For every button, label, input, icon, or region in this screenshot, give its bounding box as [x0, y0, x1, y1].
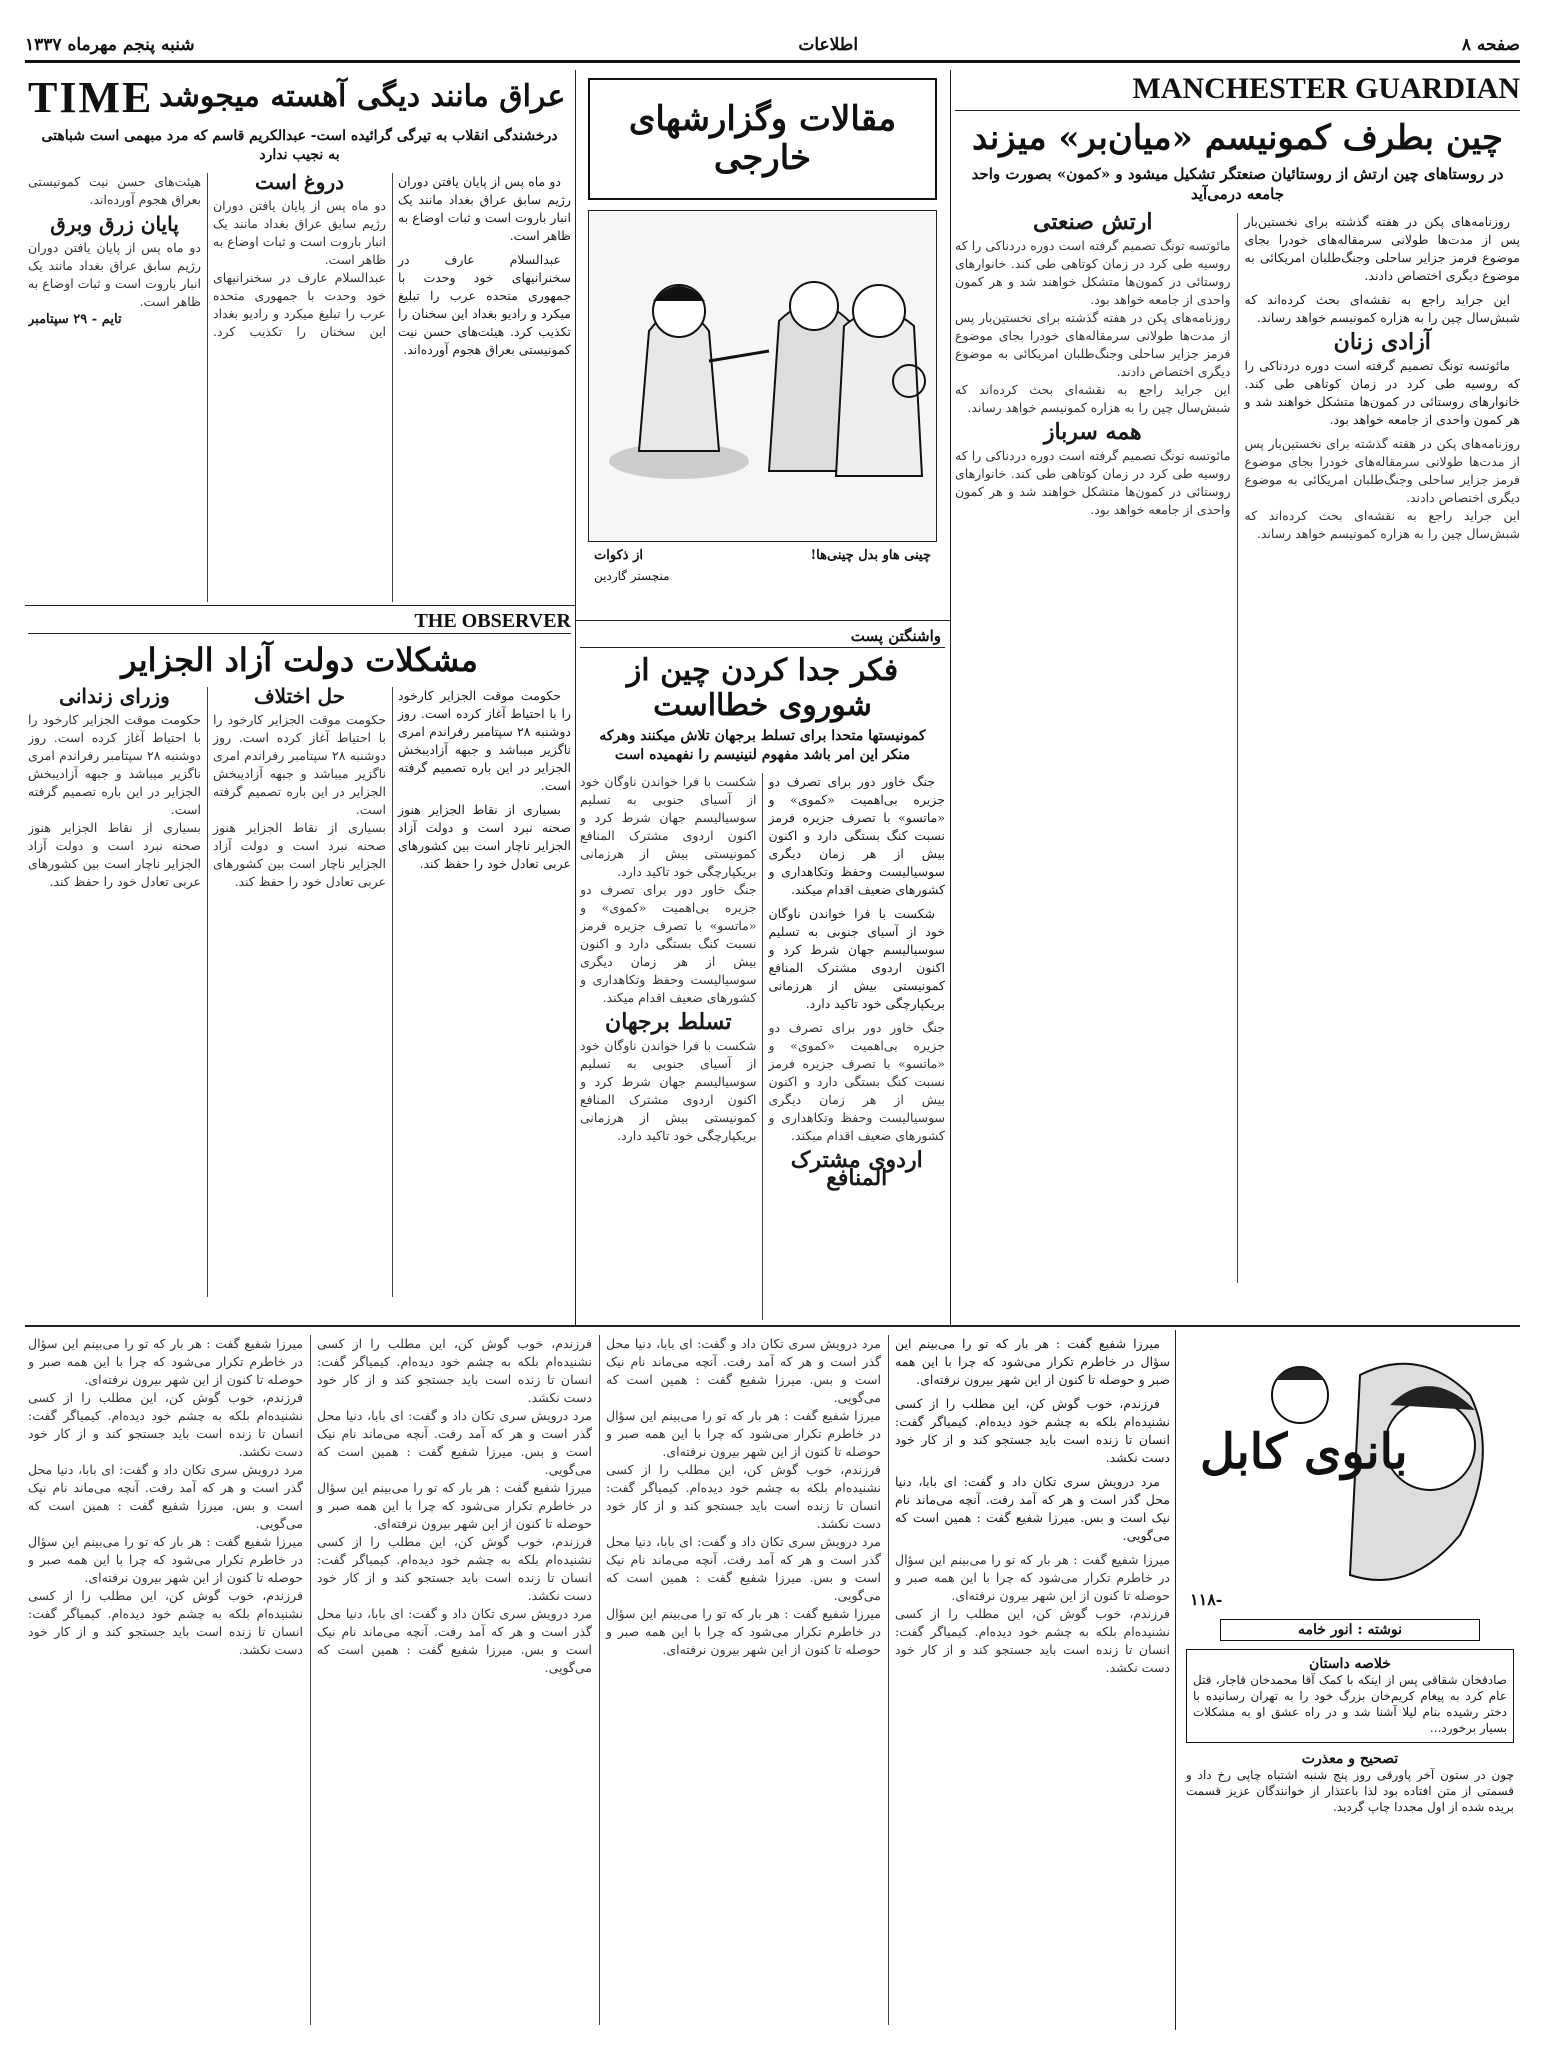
cartoon-drawing [589, 211, 936, 541]
guardian-section-title: ارتش صنعتی [1033, 208, 1153, 235]
serial-continuation: میرزا شفیع گفت : هر بار که تو را می‌بینم این سؤال در خاطرم تکرار می‌شود که چرا با این همه صبر و حوصله تا کنون از این شهر بیرون نرفته‌ای. [606, 1606, 881, 1657]
washington-source: واشنگتن پست [580, 625, 945, 648]
time-subhead: درخشندگی انقلاب به تیرگی گرائیده است- عبدالکریم قاسم که مرد مبهمی است شباهتی به نجیب ندارد [41, 128, 558, 163]
cartoon-source: از ذکوات [594, 548, 643, 564]
time-section-title: پایان زرق وبرق [50, 211, 179, 236]
observer-body [28, 683, 571, 1297]
serial-summary-box [1186, 1649, 1514, 1743]
time-signature: تایم - ۲۹ سپتامبر [28, 311, 122, 327]
correction-title: تصحیح و معذرت [1301, 1751, 1399, 1767]
serial-continuation: میرزا شفیع گفت : هر بار که تو را می‌بینم این سؤال در خاطرم تکرار می‌شود که چرا با این همه صبر و حوصله تا کنون از این شهر بیرون نرفته‌ای. [606, 1408, 881, 1459]
guardian-paragraph: روزنامه‌های پکن در هفته گذشته برای نخستین‌بار پس از مدت‌ها طولانی سرمقاله‌های خودرا بجای موضوع فرمز جزایر ساحلی وجنگ‌طلبان امریکائی به موضوع دیگری اختصاص دادند. [1244, 213, 1520, 283]
washington-subhead: کمونیستها متحدا برای تسلط برجهان تلاش میکنند وهرکه منکر این امر باشد مفهوم لنینیسم را نفهمیده است [599, 728, 926, 763]
guardian-section-title: آزادی زنان [1333, 328, 1431, 355]
foreign-banner: مقالات وگزارشهای خارجی [588, 78, 937, 200]
serial-continuation: میرزا شفیع گفت : هر بار که تو را می‌بینم این سؤال در خاطرم تکرار می‌شود که چرا با این همه صبر و حوصله تا کنون از این شهر بیرون نرفته‌ای. [28, 1534, 303, 1585]
serial-paragraph: مرد درویش سری تکان داد و گفت: ای بابا، دنیا محل گذر است و هر که آمد رفت. آنچه می‌ماند نام نیک است و بس. میرزا شفیع گفت : همین است که می‌گویی. [895, 1474, 1170, 1543]
observer-headline: مشکلات دولت آزاد الجزایر [121, 641, 478, 679]
observer-continuation: حکومت موقت الجزایر کارخود را با احتیاط آغاز کرده است. روز دوشنبه ۲۸ سپتامبر رفراندم امری ناگزیر میباشد و جبهه آزادیبخش الجزایر در این باره تصمیم گرفته است. [213, 711, 387, 817]
serial-continuation: مرد درویش سری تکان داد و گفت: ای بابا، دنیا محل گذر است و هر که آمد رفت. آنچه می‌ماند نام نیک است و بس. میرزا شفیع گفت : همین است که می‌گویی. [317, 1408, 592, 1477]
guardian-continuation: این جراید راجع به نقشه‌ای بحث کرده‌اند که شبش‌سال چین را به هزاره کمونیسم خواهد رساند. [955, 381, 1231, 415]
guardian-headline: چین بطرف کمونیسم «میان‌بر» میزند [971, 118, 1504, 158]
serial-continuation: مرد درویش سری تکان داد و گفت: ای بابا، دنیا محل گذر است و هر که آمد رفت. آنچه می‌ماند نام نیک است و بس. میرزا شفیع گفت : همین است که می‌گویی. [606, 1336, 881, 1405]
guardian-masthead: MANCHESTER GUARDIAN [955, 72, 1520, 111]
page-header [25, 30, 1520, 63]
correction-text: چون در ستون آخر پاورقی روز پنج شنبه اشتباه چاپی رخ داد و قسمتی از متن افتاده بود لذا باعتذار از خوانندگان عزیز قسمت‌ بریده شده از اول مجددا چاپ گردید. [1186, 1768, 1514, 1814]
guardian-continuation: این جراید راجع به نقشه‌ای بحث کرده‌اند که شبش‌سال چین را به هزاره کمونیسم خواهد رساند. [1244, 507, 1520, 541]
cartoon-image [588, 210, 937, 542]
serial-continuation: مرد درویش سری تکان داد و گفت: ای بابا، دنیا محل گذر است و هر که آمد رفت. آنچه می‌ماند نام نیک است و بس. میرزا شفیع گفت : همین است که می‌گویی. [28, 1462, 303, 1531]
washington-paragraph: جنگ خاور دور برای تصرف دو جزیره بی‌اهمیت «کموی» و «ماتسو» با تصرف جزیره فرمز نسبت کنگ بستگی دارد و اکنون بیش از هر زمان دیگری سوسیالیست وحفظ وتکاهداری و کشورهای ضعیف اقدام میکند. [768, 773, 945, 897]
time-masthead: TIME [28, 73, 154, 122]
guardian-continuation: روزنامه‌های پکن در هفته گذشته برای نخستین‌بار پس از مدت‌ها طولانی سرمقاله‌های خودرا بجای موضوع فرمز جزایر ساحلی وجنگ‌طلبان امریکائی به موضوع دیگری اختصاص دادند. [955, 309, 1231, 379]
serial-continuation: مرد درویش سری تکان داد و گفت: ای بابا، دنیا محل گذر است و هر که آمد رفت. آنچه می‌ماند نام نیک است و بس. میرزا شفیع گفت : همین است که می‌گویی. [317, 1606, 592, 1675]
serial-author: نوشته : انور خامه [1297, 1622, 1403, 1638]
serial-paragraph: میرزا شفیع گفت : هر بار که تو را می‌بینم این سؤال در خاطرم تکرار می‌شود که چرا با این همه صبر و حوصله تا کنون از این شهر بیرون نرفته‌ای. [895, 1336, 1170, 1387]
observer-masthead: THE OBSERVER [28, 610, 571, 634]
serial-continuation: مرد درویش سری تکان داد و گفت: ای بابا، دنیا محل گذر است و هر که آمد رفت. آنچه می‌ماند نام نیک است و بس. میرزا شفیع گفت : همین است که می‌گویی. [606, 1534, 881, 1603]
serial-sidebar [1180, 1335, 1520, 2025]
washington-section-title: تسلط برجهان [605, 1008, 732, 1035]
washington-continuation: جنگ خاور دور برای تصرف دو جزیره بی‌اهمیت «کموی» و «ماتسو» با تصرف جزیره فرمز نسبت کنگ بستگی دارد و اکنون بیش از هر زمان دیگری سوسیالیست وحفظ وتکاهداری و کشورهای ضعیف اقدام میکند. [580, 881, 757, 1005]
time-body [28, 169, 571, 602]
summary-text: صادقخان شقاقی پس از اینکه با کمک آقا محمدخان قاجار، قتل عام کرد به پیغام کریم‌خان بزرگ خود را به تهران رسانیده با دختر رشیده بنام لیلا آشنا شد و در راه عشق او به مشکلات بسیار برخورد... [1193, 1673, 1507, 1735]
serial-continuation: فرزندم، خوب گوش کن، این مطلب را از کسی نشنیده‌ام بلکه به چشم خود دیده‌ام. کیمیاگر گفت: انسان تا زنده است باید جستجو کند و از کار خود دست نکشد. [317, 1534, 592, 1603]
paper-name: اطلاعات [798, 35, 859, 55]
guardian-note: منچستر گاردین [594, 569, 670, 584]
guardian-continuation: مائوتسه تونگ تصمیم گرفته است دوره دردناکی را که روسیه طی کرد در زمان کوتاهی طی کند. خانوارهای روستائی در کمون‌ها متشکل خواهند شد و هر کمون واحدی از جامعه خواهد بود. [955, 237, 1231, 307]
serial-continuation: میرزا شفیع گفت : هر بار که تو را می‌بینم این سؤال در خاطرم تکرار می‌شود که چرا با این همه صبر و حوصله تا کنون از این شهر بیرون نرفته‌ای. [895, 1552, 1170, 1603]
guardian-section-title: همه سرباز [1043, 418, 1142, 445]
observer-continuation: بسیاری از نقاط الجزایر هنوز صحنه نبرد است و دولت آزاد الجزایر ناچار است بین کشورهای عربی تعادل خود را حفظ کند. [28, 819, 201, 889]
guardian-continuation: روزنامه‌های پکن در هفته گذشته برای نخستین‌بار پس از مدت‌ها طولانی سرمقاله‌های خودرا بجای موضوع فرمز جزایر ساحلی وجنگ‌طلبان امریکائی به موضوع دیگری اختصاص دادند. [1244, 435, 1520, 505]
serial-continuation: فرزندم، خوب گوش کن، این مطلب را از کسی نشنیده‌ام بلکه به چشم خود دیده‌ام. کیمیاگر گفت: انسان تا زنده است باید جستجو کند و از کار خود دست نکشد. [317, 1336, 592, 1405]
time-paragraph: عبدالسلام عارف در سخنرانیهای خود وحدت با جمهوری متحده عرب را تبلیغ میکرد و رادیو بغداد این سخنان را تکذیب کرد. هیئت‌های حسن نیت کمونیستی بعراق هجوم آورده‌اند. [398, 251, 571, 357]
time-continuation: دو ماه پس از پایان یافتن دوران رژیم سابق عراق بغداد مانند یک انبار باروت است و ثبات اوضاع به ظاهر است. [213, 197, 386, 267]
serial-paragraph: فرزندم، خوب گوش کن، این مطلب را از کسی نشنیده‌ام بلکه به چشم خود دیده‌ام. کیمیاگر گفت: انسان تا زنده است باید جستجو کند و از کار خود دست نکشد. [895, 1396, 1170, 1465]
serial-continuation: فرزندم، خوب گوش کن، این مطلب را از کسی نشنیده‌ام بلکه به چشم خود دیده‌ام. کیمیاگر گفت: انسان تا زنده است باید جستجو کند و از کار خود دست نکشد. [606, 1462, 881, 1531]
washington-headline: فکر جدا کردن چین از شوروی خطااست [626, 653, 899, 723]
washington-article [580, 625, 945, 1320]
observer-continuation: حکومت موقت الجزایر کارخود را با احتیاط آغاز کرده است. روز دوشنبه ۲۸ سپتامبر رفراندم امری ناگزیر میباشد و جبهه آزادیبخش الجزایر در این باره تصمیم گرفته است. [28, 711, 202, 817]
observer-paragraph: حکومت موقت الجزایر کارخود را با احتیاط آغاز کرده است. روز دوشنبه ۲۸ سپتامبر رفراندم امری ناگزیر میباشد و جبهه آزادیبخش الجزایر در این باره تصمیم گرفته است. [398, 687, 571, 793]
cartoon-caption: چینی هاو بدل چینی‌ها! [810, 548, 931, 564]
time-paragraph: دو ماه پس از پایان یافتن دوران رژیم سابق عراق بغداد مانند یک انبار باروت است و ثبات اوضاع به ظاهر است. [398, 173, 571, 243]
serial-illustration [1180, 1335, 1520, 1615]
serial-continuation: میرزا شفیع گفت : هر بار که تو را می‌بینم این سؤال در خاطرم تکرار می‌شود که چرا با این همه صبر و حوصله تا کنون از این شهر بیرون نرفته‌ای. [317, 1480, 592, 1531]
serial-continuation: فرزندم، خوب گوش کن، این مطلب را از کسی نشنیده‌ام بلکه به چشم خود دیده‌ام. کیمیاگر گفت: انسان تا زنده است باید جستجو کند و از کار خود دست نکشد. [28, 1390, 303, 1459]
time-continuation: عبدالسلام عارف در سخنرانیهای خود وحدت با جمهوری متحده عرب را تبلیغ میکرد و رادیو بغداد این سخنان را تکذیب کرد. هیئت‌های حسن نیت کمونیستی بعراق هجوم آورده‌اند. [28, 173, 386, 339]
foreign-section [580, 72, 945, 617]
washington-section-title: اردوی مشترک المنافع [790, 1146, 923, 1191]
time-section-title: وزرای زندانی [59, 683, 170, 708]
washington-continuation: شکست با فرا خواندن ناوگان خود از آسیای جنوبی به تسلیم سوسیالیسم جهان شرط کرد و اکنون اردوی مشترک المنافع کمونیستی بیش از هرزمانی بریکپارچگی خود تاکید دارد. [580, 773, 757, 879]
serial-body [28, 1335, 1170, 2025]
washington-continuation: جنگ خاور دور برای تصرف دو جزیره بی‌اهمیت «کموی» و «ماتسو» با تصرف جزیره فرمز نسبت کنگ بستگی دارد و اکنون بیش از هر زمان دیگری سوسیالیست وحفظ وتکاهداری و کشورهای ضعیف اقدام میکند. [768, 1019, 945, 1143]
time-article [28, 72, 571, 602]
guardian-article [955, 72, 1520, 1322]
serial-number: -۱۱۸ [1190, 1590, 1223, 1609]
serial-continuation: فرزندم، خوب گوش کن، این مطلب را از کسی نشنیده‌ام بلکه به چشم خود دیده‌ام. کیمیاگر گفت: انسان تا زنده است باید جستجو کند و از کار خود دست نکشد. [895, 1606, 1170, 1675]
observer-continuation: بسیاری از نقاط الجزایر هنوز صحنه نبرد است و دولت آزاد الجزایر ناچار است بین کشورهای عربی تعادل خود را حفظ کند. [213, 819, 386, 889]
time-headline: عراق مانند دیگی آهسته میجوشد [158, 79, 566, 115]
serial-author-box [1220, 1619, 1480, 1641]
serial-title: بانوی کابل [1200, 1424, 1408, 1480]
page-number: صفحه ۸ [1461, 35, 1520, 55]
observer-article [28, 610, 571, 1322]
washington-paragraph: شکست با فرا خواندن ناوگان خود از آسیای جنوبی به تسلیم سوسیالیسم جهان شرط کرد و اکنون اردوی مشترک المنافع کمونیستی بیش از هرزمانی بریکپارچگی خود تاکید دارد. [768, 905, 945, 1011]
guardian-body [955, 208, 1520, 1283]
summary-title: خلاصه داستان [1309, 1656, 1391, 1672]
issue-date: شنبه پنجم مهرماه ۱۳۳۷ [25, 35, 195, 55]
time-continuation: دو ماه پس از پایان یافتن دوران رژیم سابق عراق بغداد مانند یک انبار باروت است و ثبات اوضاع به ظاهر است. [28, 239, 201, 309]
observer-section-title: حل اختلاف [253, 683, 346, 708]
serial-continuation: فرزندم، خوب گوش کن، این مطلب را از کسی نشنیده‌ام بلکه به چشم خود دیده‌ام. کیمیاگر گفت: انسان تا زنده است باید جستجو کند و از کار خود دست نکشد. [28, 1588, 303, 1657]
washington-continuation: شکست با فرا خواندن ناوگان خود از آسیای جنوبی به تسلیم سوسیالیسم جهان شرط کرد و اکنون اردوی مشترک المنافع کمونیستی بیش از هرزمانی بریکپارچگی خود تاکید دارد. [580, 1037, 757, 1143]
guardian-paragraph: این جراید راجع به نقشه‌ای بحث کرده‌اند که شبش‌سال چین را به هزاره کمونیسم خواهد رساند. [1244, 291, 1520, 325]
time-section-title: دروغ است [254, 169, 345, 194]
guardian-subhead: در روستاهای چین ارتش از روستائیان صنعتگر تشکیل میشود و «کمون» بصورت واحد جامعه درمی‌آید [971, 165, 1504, 204]
guardian-continuation: مائوتسه تونگ تصمیم گرفته است دوره دردناکی را که روسیه طی کرد در زمان کوتاهی طی کند. خانوارهای روستائی در کمون‌ها متشکل خواهند شد و هر کمون واحدی از جامعه خواهد بود. [955, 447, 1231, 517]
washington-body [580, 773, 945, 1320]
serial-story [28, 1335, 1170, 2025]
guardian-paragraph: مائوتسه تونگ تصمیم گرفته است دوره دردناکی را که روسیه طی کرد در زمان کوتاهی طی کند. خانوارهای روستائی در کمون‌ها متشکل خواهند شد و هر کمون واحدی از جامعه خواهد بود. [1244, 357, 1520, 427]
observer-paragraph: بسیاری از نقاط الجزایر هنوز صحنه نبرد است و دولت آزاد الجزایر ناچار است بین کشورهای عربی تعادل خود را حفظ کند. [398, 801, 571, 871]
serial-continuation: میرزا شفیع گفت : هر بار که تو را می‌بینم این سؤال در خاطرم تکرار می‌شود که چرا با این همه صبر و حوصله تا کنون از این شهر بیرون نرفته‌ای. [28, 1336, 303, 1387]
